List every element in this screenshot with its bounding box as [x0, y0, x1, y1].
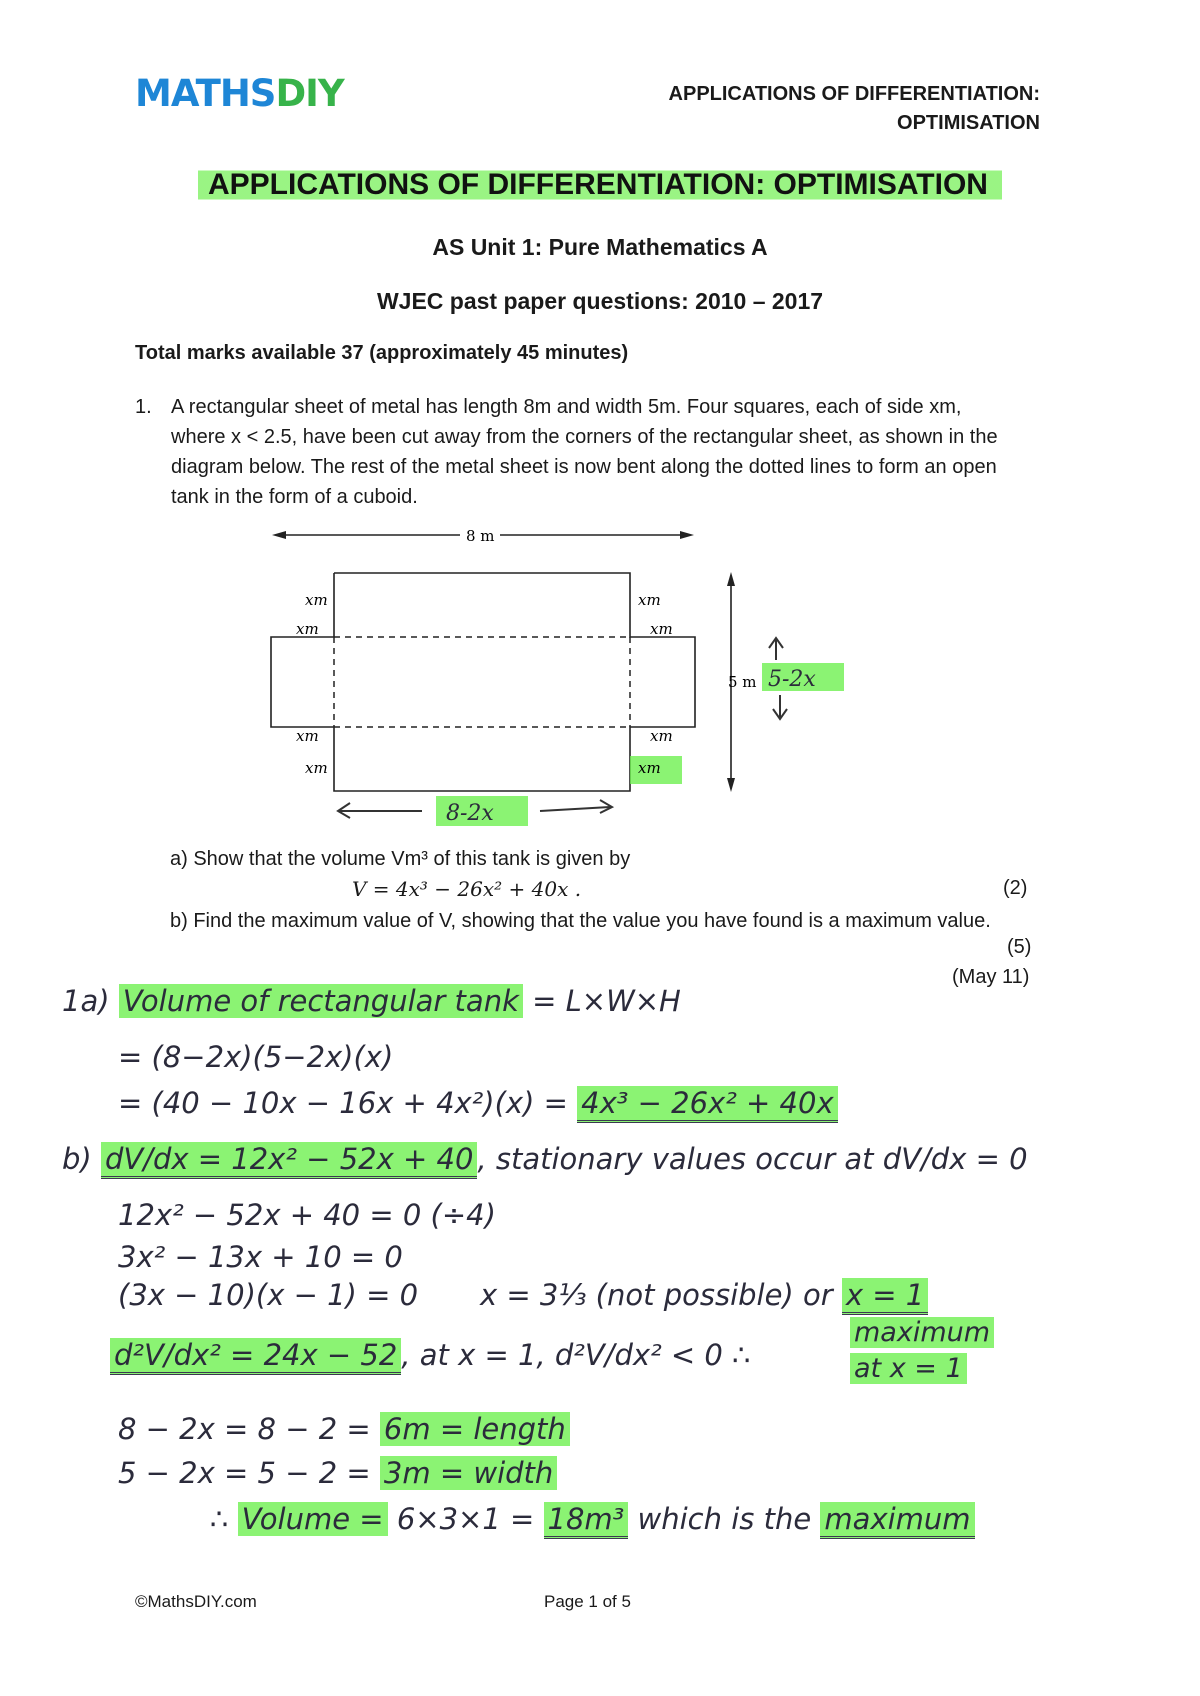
length-label: 8 m: [466, 527, 495, 545]
solution-line-2: = (8−2x)(5−2x)(x): [118, 1040, 394, 1074]
solution-line-4: b) dV/dx = 12x² − 52x + 40 , stationary values occur at dV/dx = 0: [62, 1142, 1028, 1176]
part-a: a) Show that the volume Vm³ of this tank is given by: [170, 848, 631, 870]
header-topic-line2: OPTIMISATION: [897, 112, 1040, 134]
solution-line-8: d²V/dx² = 24x − 52 , at x = 1, d²V/dx² < 0 ∴: [110, 1338, 751, 1372]
part-b: b) Find the maximum value of V, showing that the value you have found is a maximum value.: [170, 910, 991, 932]
solution-line-10: 5 − 2x = 5 − 2 = 3m = width: [118, 1456, 557, 1490]
corner-label: xm: [305, 591, 328, 609]
question-text: A rectangular sheet of metal has length 8m and width 5m. Four squares, each of side xm, where x < 2.5, have been cut away from the corners of the rectangular sheet, as shown in the diagram below. The rest of the metal sheet is now bent along the dotted lines to form an open tank in the form of a cuboid.: [171, 396, 998, 508]
footer-page-number: Page 1 of 5: [544, 1592, 631, 1611]
solution-line-11: ∴ Volume = 6×3×1 = 18m³ which is the maximum: [210, 1502, 975, 1536]
question-number: 1.: [135, 396, 152, 418]
question-reference: (May 11): [952, 966, 1030, 988]
corner-label: xm: [638, 591, 661, 609]
corner-label: xm: [305, 759, 328, 777]
solution-line-7: (3x − 10)(x − 1) = 0 x = 3⅓ (not possible) or x = 1: [118, 1278, 418, 1312]
annot-width: 5-2x: [768, 667, 816, 692]
total-marks: Total marks available 37 (approximately 45 minutes): [135, 342, 629, 364]
volume-formula: V = 4x³ − 26x² + 40x .: [352, 877, 582, 901]
annot-length: 8-2x: [446, 801, 494, 826]
unit-subtitle: AS Unit 1: Pure Mathematics A: [432, 234, 768, 260]
footer-copyright: ©MathsDIY.com: [135, 1592, 257, 1611]
arrowhead-right: [680, 531, 694, 539]
solution-maximum-note: maximum at x = 1: [850, 1315, 994, 1387]
arrowhead-left: [272, 531, 286, 539]
corner-label: xm: [296, 620, 319, 638]
hand-arrow-right: [540, 807, 610, 811]
width-label: 5 m: [728, 673, 757, 691]
solution-line-6: 3x² − 13x + 10 = 0: [118, 1240, 403, 1274]
marks-b: (5): [1007, 936, 1032, 958]
solution-line-5: 12x² − 52x + 40 = 0 (÷4): [118, 1198, 496, 1232]
solution-line-1: 1a) Volume of rectangular tank = L×W×H: [62, 984, 681, 1018]
solution-line-9: 8 − 2x = 8 − 2 = 6m = length: [118, 1412, 570, 1446]
source-subtitle: WJEC past paper questions: 2010 – 2017: [376, 288, 824, 314]
marks-a: (2): [1003, 877, 1028, 899]
mathsdiy-logo: MATHSDIY: [135, 72, 344, 115]
corner-label: xm: [296, 727, 319, 745]
solution-line-3: = (40 − 10x − 16x + 4x²)(x) = 4x³ − 26x² + 40x: [118, 1086, 838, 1120]
header-topic-line1: APPLICATIONS OF DIFFERENTIATION:: [668, 83, 1040, 105]
page-title: APPLICATIONS OF DIFFERENTIATION: OPTIMISATION: [0, 168, 1200, 202]
corner-label: xm: [650, 620, 673, 638]
corner-label: xm: [650, 727, 673, 745]
corner-label: xm: [638, 759, 661, 777]
arrowhead-up: [727, 572, 735, 586]
arrowhead-down: [727, 778, 735, 792]
